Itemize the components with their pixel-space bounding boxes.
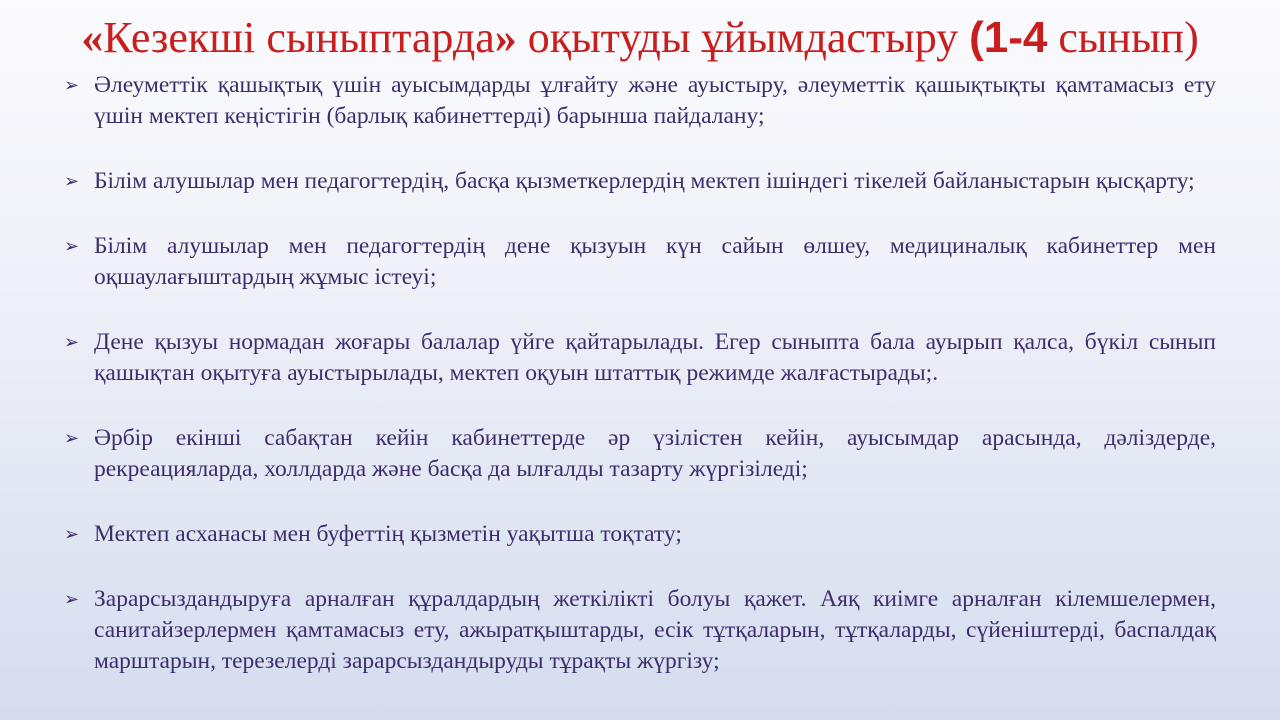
title-main: Кезекші сыныптарда [103,13,495,62]
arrow-bullet-icon: ➢ [64,589,80,610]
bullet-item [64,584,1216,677]
bullet-item [64,231,1216,293]
arrow-bullet-icon: ➢ [64,75,80,96]
slide-title [0,6,1280,70]
bullet-item [64,519,1216,550]
bullet-item [64,423,1216,485]
bullet-text: Зарарсыздандыруға арналған құралдардың жеткілікті болуы қажет. Аяқ киімге арналған кілемшелермен, санитайзерлермен қамтамасыз ету, ажыратқыштарды, есік тұтқаларын, тұтқаларды, сүйеніштерді, баспалдақ марштарын, терезелерді зарарсыздандыруды тұрақты жүргізу; [94,586,1216,674]
bullet-text: Әрбір екінші сабақтан кейін кабинеттерде әр үзілістен кейін, ауысымдар арасында, дәліздерде, рекреацияларда, холлдарда және басқа да ылғалды тазарту жүргізіледі; [94,425,1216,482]
bullet-item [64,327,1216,389]
bullet-text: Білім алушылар мен педагогтердің, басқа қызметкерлердің мектеп ішіндегі тікелей байланыстарын қысқарту; [94,168,1195,194]
arrow-bullet-icon: ➢ [64,524,80,545]
title-middle: оқытуды ұйымдастыру [516,13,970,62]
bullet-text: Дене қызуы нормадан жоғары балалар үйге қайтарылады. Егер сыныпта бала ауырып қалса, бүкіл сынып қашықтан оқытуға ауыстырылады, мектеп оқуын штаттық режимде жалғастырады;. [94,329,1216,386]
title-open-quote: « [81,13,104,62]
arrow-bullet-icon: ➢ [64,428,80,449]
title-close-quote: » [494,13,517,62]
arrow-bullet-icon: ➢ [64,332,80,353]
arrow-bullet-icon: ➢ [64,236,80,257]
bullet-text: Білім алушылар мен педагогтердің дене қызуын күн сайын өлшеу, медициналық кабинеттер мен оқшаулағыштардың жұмыс істеуі; [94,233,1216,290]
bullet-text: Әлеуметтік қашықтық үшін ауысымдарды ұлғайту және ауыстыру, әлеуметтік қашықтықты қамтамасыз ету үшін мектеп кеңістігін (барлық кабинеттерді) барынша пайдалану; [94,72,1216,129]
bullet-list [64,70,1216,711]
bullet-item [64,70,1216,132]
title-tail: сынып) [1047,13,1199,62]
bullet-item [64,166,1216,197]
arrow-bullet-icon: ➢ [64,171,80,192]
bullet-text: Мектеп асханасы мен буфеттің қызметін уақытша тоқтату; [94,521,682,547]
title-grade: (1-4 [969,13,1048,62]
